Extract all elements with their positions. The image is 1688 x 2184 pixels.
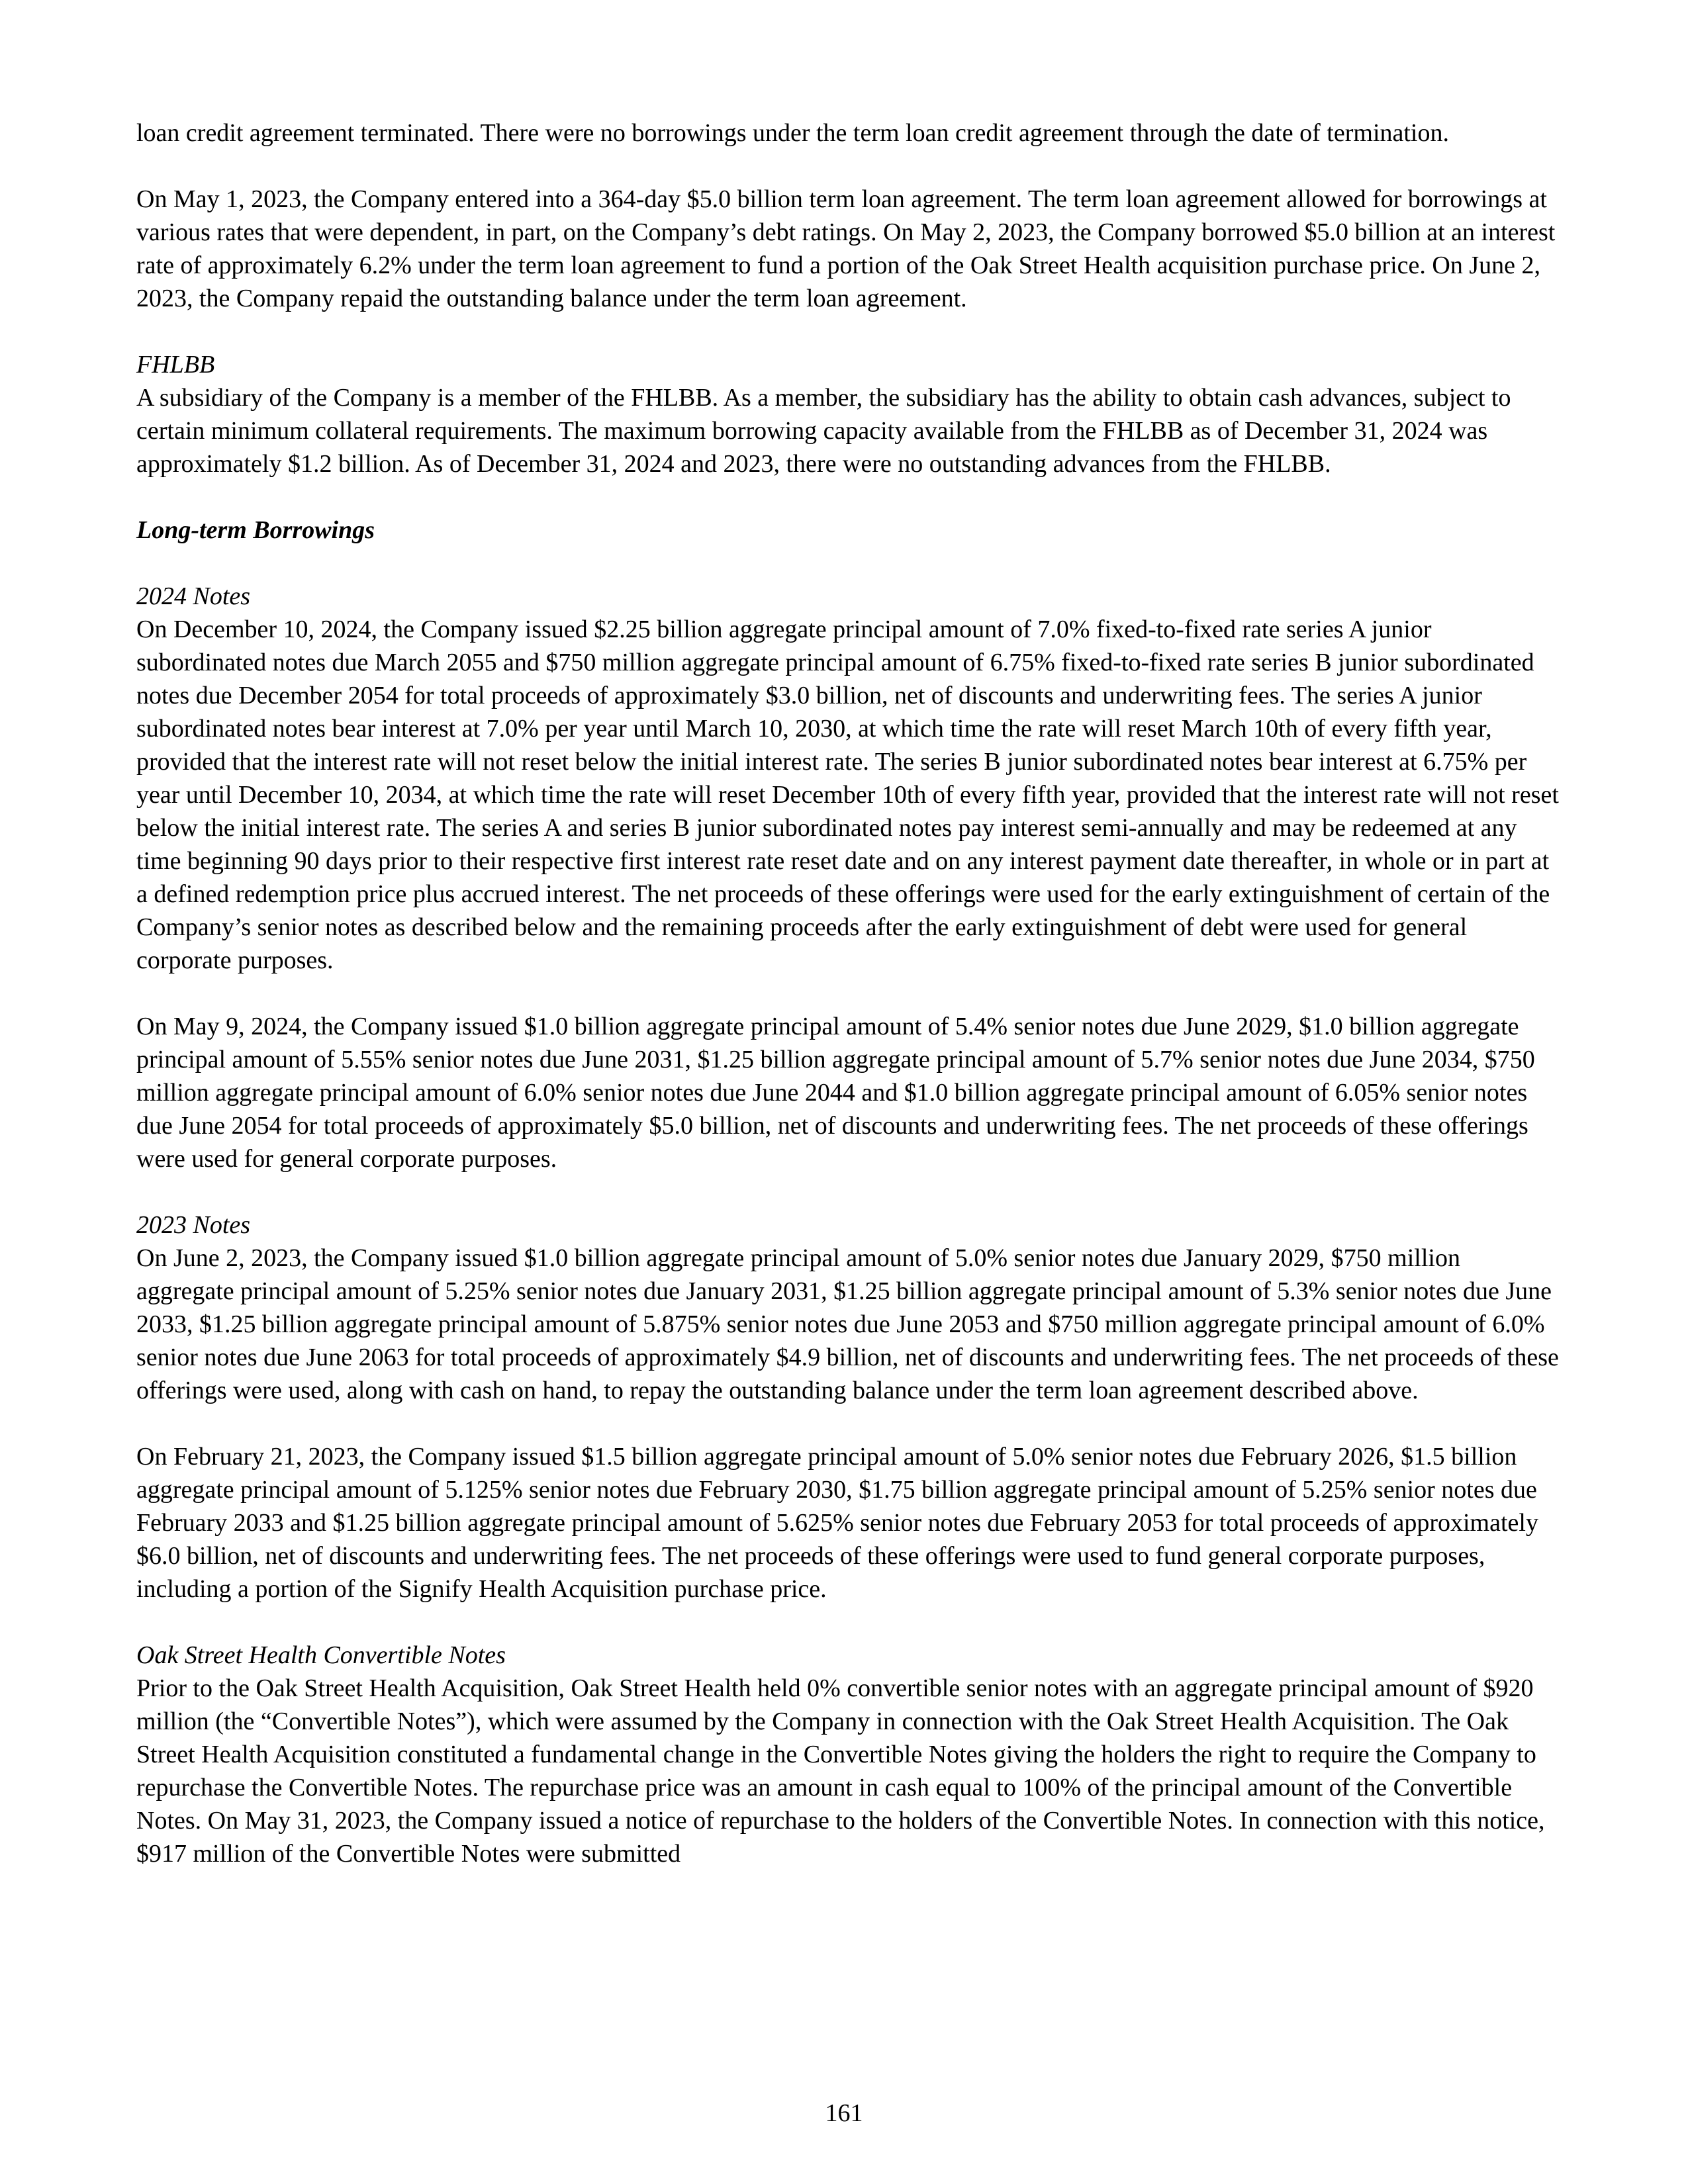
section-2024-notes: [136, 580, 1560, 977]
heading-convertible-notes: Oak Street Health Convertible Notes: [136, 1641, 506, 1669]
paragraph-convertible-notes: Prior to the Oak Street Health Acquisition, Oak Street Health held 0% convertible senior notes with an aggregate principal amount of $920 million (the “Convertible Notes”), which were assumed by the Company in connection with the Oak Street Health Acquisition. The Oak Street Health Acquisition constituted a fundamental change in the Convertible Notes giving the holders the right to require the Company to repurchase the Convertible Notes. The repurchase price was an amount in cash equal to 100% of the principal amount of the Convertible Notes. On May 31, 2023, the Company issued a notice of repurchase to the holders of the Convertible Notes. In connection with this notice, $917 million of the Convertible Notes were submitted: [136, 1674, 1545, 1868]
heading-2023-notes: 2023 Notes: [136, 1211, 251, 1239]
paragraph-term-loan-2023: On May 1, 2023, the Company entered into a 364-day $5.0 billion term loan agreement. The term loan agreement allowed for borrowings at various rates that were dependent, in part, on the Company’s debt ratings. On May 2, 2023, the Company borrowed $5.0 billion at an interest rate of approximately 6.2% under the term loan agreement to fund a portion of the Oak Street Health acquisition purchase price. On June 2, 2023, the Company repaid the outstanding balance under the term loan agreement.: [136, 185, 1556, 312]
paragraph-2024-notes-may: On May 9, 2024, the Company issued $1.0 billion aggregate principal amount of 5.4% senior notes due June 2029, $1.0 billion aggregate principal amount of 5.55% senior notes due June 2031, $1.25 billion aggregate principal amount of 5.7% senior notes due June 2034, $750 million aggregate principal amount of 6.0% senior notes due June 2044 and $1.0 billion aggregate principal amount of 6.05% senior notes due June 2054 for total proceeds of approximately $5.0 billion, net of discounts and underwriting fees. The net proceeds of these offerings were used for general corporate purposes.: [136, 1013, 1535, 1173]
paragraph-term-loan-termination: loan credit agreement terminated. There were no borrowings under the term loan credit agreement through the date of termination.: [136, 119, 1449, 147]
heading-fhlbb: FHLBB: [136, 351, 215, 379]
heading-long-term-borrowings: Long-term Borrowings: [136, 516, 375, 544]
paragraph-fhlbb: A subsidiary of the Company is a member of the FHLBB. As a member, the subsidiary has the ability to obtain cash advances, subject to certain minimum collateral requirements. The maximum borrowing capacity available from the FHLBB as of December 31, 2024 was approximately $1.2 billion. As of December 31, 2024 and 2023, there were no outstanding advances from the FHLBB.: [136, 384, 1511, 478]
paragraph-2023-notes-february: On February 21, 2023, the Company issued $1.5 billion aggregate principal amount of 5.0% senior notes due February 2026, $1.5 billion aggregate principal amount of 5.125% senior notes due February 2030, $1.75 billion aggregate principal amount of 5.25% senior notes due February 2033 and $1.25 billion aggregate principal amount of 5.625% senior notes due February 2053 for total proceeds of approximately $6.0 billion, net of discounts and underwriting fees. The net proceeds of these offerings were used to fund general corporate purposes, including a portion of the Signify Health Acquisition purchase price.: [136, 1443, 1538, 1603]
page-number: 161: [825, 2099, 863, 2127]
document-page: [136, 116, 1560, 1903]
heading-2024-notes: 2024 Notes: [136, 582, 251, 610]
section-convertible-notes: [136, 1639, 1560, 1870]
paragraph-2024-notes-december: On December 10, 2024, the Company issued $2.25 billion aggregate principal amount of 7.0% fixed-to-fixed rate series A junior subordinated notes due March 2055 and $750 million aggregate principal amount of 6.75% fixed-to-fixed rate series B junior subordinated notes due December 2054 for total proceeds of approximately $3.0 billion, net of discounts and underwriting fees. The series A junior subordinated notes bear interest at 7.0% per year until March 10, 2030, at which time the rate will reset March 10th of every fifth year, provided that the interest rate will not reset below the initial interest rate. The series B junior subordinated notes bear interest at 6.75% per year until December 10, 2034, at which time the rate will reset December 10th of every fifth year, provided that the interest rate will not reset below the initial interest rate. The series A and series B junior subordinated notes pay interest semi-annually and may be redeemed at any time beginning 90 days prior to their respective first interest rate reset date and on any interest payment date thereafter, in whole or in part at a defined redemption price plus accrued interest. The net proceeds of these offerings were used for the early extinguishment of certain of the Company’s senior notes as described below and the remaining proceeds after the early extinguishment of debt were used for general corporate purposes.: [136, 615, 1559, 974]
section-2023-notes: [136, 1208, 1560, 1407]
section-fhlbb: [136, 348, 1560, 480]
paragraph-2023-notes-june: On June 2, 2023, the Company issued $1.0 billion aggregate principal amount of 5.0% senior notes due January 2029, $750 million aggregate principal amount of 5.25% senior notes due January 2031, $1.25 billion aggregate principal amount of 5.3% senior notes due June 2033, $1.25 billion aggregate principal amount of 5.875% senior notes due June 2053 and $750 million aggregate principal amount of 6.0% senior notes due June 2063 for total proceeds of approximately $4.9 billion, net of discounts and underwriting fees. The net proceeds of these offerings were used, along with cash on hand, to repay the outstanding balance under the term loan agreement described above.: [136, 1244, 1559, 1404]
